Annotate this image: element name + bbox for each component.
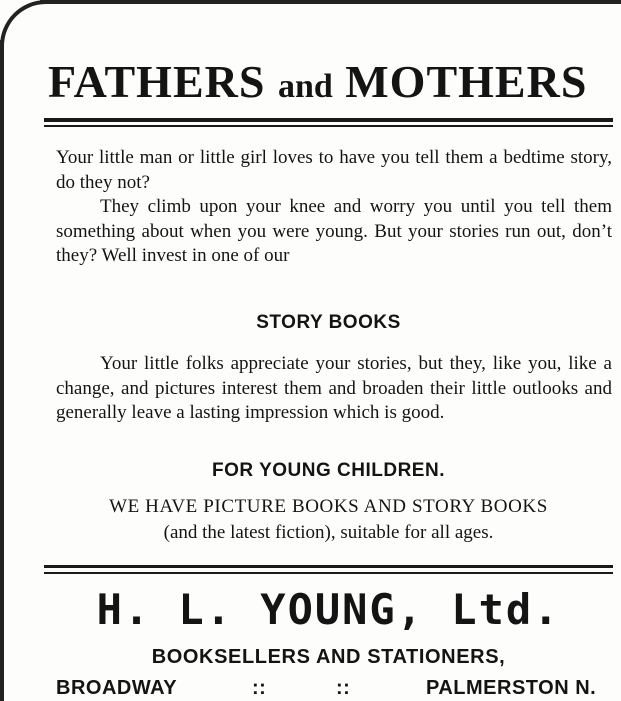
headline <box>48 56 621 113</box>
rounded-corner-border <box>0 0 48 48</box>
story-books-text <box>56 352 612 426</box>
town-name: PALMERSTON N. <box>426 677 597 699</box>
headline-mothers: MOTHERS <box>345 56 588 107</box>
latest-fiction-line: (and the latest fiction), suitable for all ages. <box>163 522 494 543</box>
left-border <box>0 40 4 701</box>
trade-description: BOOKSELLERS AND STATIONERS, <box>151 646 506 668</box>
picture-books-line: WE HAVE PICTURE BOOKS AND STORY BOOKS <box>109 496 548 517</box>
street-name: BROADWAY <box>56 677 178 699</box>
young-children-heading: FOR YOUNG CHILDREN. <box>212 460 445 481</box>
story-books-heading: STORY BOOKS <box>256 312 401 333</box>
headline-rule-thick <box>44 118 613 122</box>
footer-rule-thin <box>44 572 613 574</box>
intro-text <box>56 146 612 269</box>
intro-paragraph-1: Your little man or little girl loves to have you tell them a bedtime story, do they not? <box>56 147 612 193</box>
headline-and: and <box>277 68 333 105</box>
address-separator-2: :: <box>336 677 351 699</box>
footer-rule-thick <box>44 565 613 568</box>
intro-paragraph-2: They climb upon your knee and worry you until you tell them something about when you were young. But your stories run out, don’t they? Well invest in one of our <box>56 196 612 266</box>
company-name: H. L. YOUNG, Ltd. <box>96 585 561 634</box>
story-books-paragraph: Your little folks appreciate your stories, but they, like you, like a change, and pictures interest them and broaden their little outlooks and generally leave a lasting impression which is good. <box>56 353 612 423</box>
headline-fathers: FATHERS <box>48 56 266 107</box>
headline-rule-thin <box>44 125 613 127</box>
address-separator-1: :: <box>252 677 267 699</box>
top-border <box>40 0 621 4</box>
